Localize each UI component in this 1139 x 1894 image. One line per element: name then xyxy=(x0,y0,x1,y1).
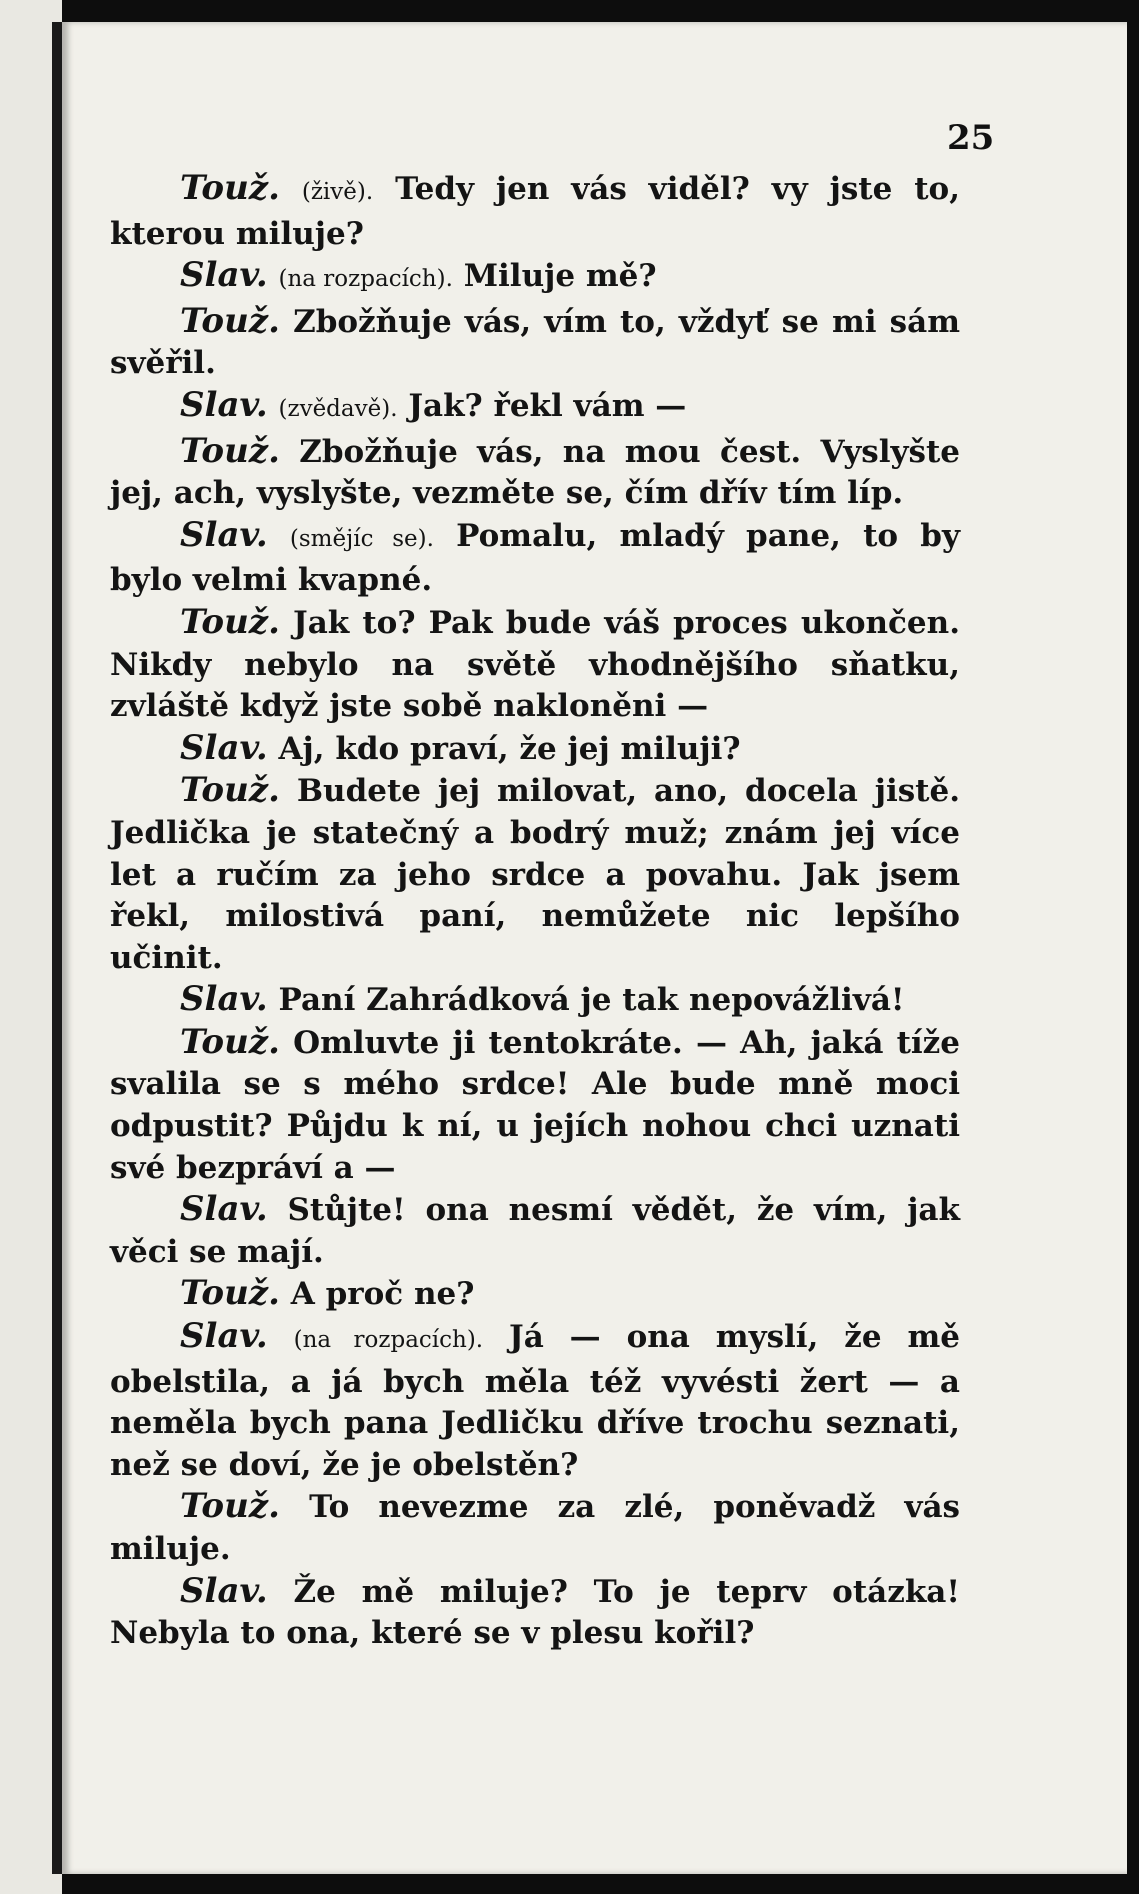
dialogue-paragraph xyxy=(110,979,960,1022)
speech-text: Aj, kdo praví, že jej miluji? xyxy=(278,730,741,767)
stage-direction: (zvědavě). xyxy=(278,395,398,422)
play-text xyxy=(110,168,960,1655)
speech-text: Pomalu, mladý pane, to by bylo velmi kvapné. xyxy=(110,517,960,599)
speaker-name: Touž. xyxy=(180,1021,280,1062)
speech-text: Že mě miluje? To je teprv otázka! Nebyla to ona, které se v plesu kořil? xyxy=(110,1573,961,1652)
speech-text: Miluje mě? xyxy=(463,258,657,295)
speaker-name: Touž. xyxy=(180,430,280,471)
dialogue-paragraph xyxy=(110,1316,960,1486)
speaker-name: Slav. xyxy=(180,727,268,768)
page-number: 25 xyxy=(947,118,995,158)
speaker-name: Slav. xyxy=(180,384,268,425)
speech-text: Paní Zahrádková je tak nepovážlivá! xyxy=(278,982,905,1019)
dialogue-paragraph xyxy=(110,728,960,771)
speaker-name: Slav. xyxy=(180,1189,268,1230)
speaker-name: Slav. xyxy=(180,979,268,1020)
speaker-name: Slav. xyxy=(180,1316,268,1357)
speech-text: Tedy jen vás viděl? vy jste to, kterou miluje? xyxy=(110,171,960,252)
speaker-name: Touž. xyxy=(180,770,280,811)
speaker-name: Slav. xyxy=(180,514,268,555)
stage-direction: (na rozpacích). xyxy=(293,1327,484,1354)
speaker-name: Touž. xyxy=(180,1273,280,1314)
speech-text: Omluvte ji tentokráte. — Ah, jaká tíže svalila se s mého srdce! Ale bude mně moci odpustit? Půjdu k ní, u jejích nohou chci uznati své bezpráví a — xyxy=(110,1024,960,1186)
speaker-name: Touž. xyxy=(180,168,280,208)
dialogue-paragraph xyxy=(110,301,960,385)
speech-text: Já — ona myslí, že mě obelstila, a já bych měla též vyvésti žert — a neměla bych pana Jedličku dříve trochu seznati, než se doví, že je obelstěn? xyxy=(110,1319,961,1483)
speech-text: Jak to? Pak bude váš proces ukončen. Nikdy nebylo na světě vhodnějšího sňatku, zvláště když jste sobě nakloněni — xyxy=(110,604,960,725)
dialogue-paragraph xyxy=(110,1189,960,1273)
dialogue-paragraph xyxy=(110,255,960,301)
speech-text: Zbožňuje vás, na mou čest. Vyslyšte jej, ach, vyslyšte, vezměte se, čím dřív tím líp. xyxy=(110,433,960,512)
dialogue-paragraph xyxy=(110,1486,960,1570)
speaker-name: Slav. xyxy=(180,1570,268,1611)
adjacent-page-margin xyxy=(0,0,62,1894)
stage-direction: (na rozpacích). xyxy=(278,266,453,293)
speaker-name: Touž. xyxy=(180,300,280,341)
stage-direction: (smějíc se). xyxy=(289,525,434,552)
dialogue-paragraph xyxy=(110,1571,960,1655)
dialogue-paragraph xyxy=(110,515,960,602)
speaker-name: Touž. xyxy=(180,1486,280,1527)
dialogue-paragraph xyxy=(110,1022,960,1189)
dialogue-paragraph xyxy=(110,770,960,979)
stage-direction: (živě). xyxy=(301,179,374,205)
speech-text: Jak? řekl vám — xyxy=(408,387,687,424)
speech-text: Zbožňuje vás, vím to, vždyť se mi sám svěřil. xyxy=(110,303,960,382)
speech-text: Budete jej milovat, ano, docela jistě. Jedlička je statečný a bodrý muž; znám jej více let a ručím za jeho srdce a povahu. Jak jsem řekl, milostivá paní, nemůžete nic lepšího učinit. xyxy=(110,773,961,976)
dialogue-paragraph xyxy=(110,602,960,728)
speaker-name: Touž. xyxy=(180,601,280,642)
dialogue-paragraph xyxy=(110,168,960,255)
dialogue-paragraph xyxy=(110,1273,960,1316)
dialogue-paragraph xyxy=(110,385,960,431)
speech-text: Stůjte! ona nesmí vědět, že vím, jak věci se mají. xyxy=(110,1192,960,1270)
dialogue-paragraph xyxy=(110,431,960,515)
speaker-name: Slav. xyxy=(180,255,268,296)
page-edge-shadow xyxy=(52,22,62,1874)
speech-text: To nevezme za zlé, poněvadž vás miluje. xyxy=(110,1489,960,1567)
speech-text: A proč ne? xyxy=(290,1276,475,1313)
